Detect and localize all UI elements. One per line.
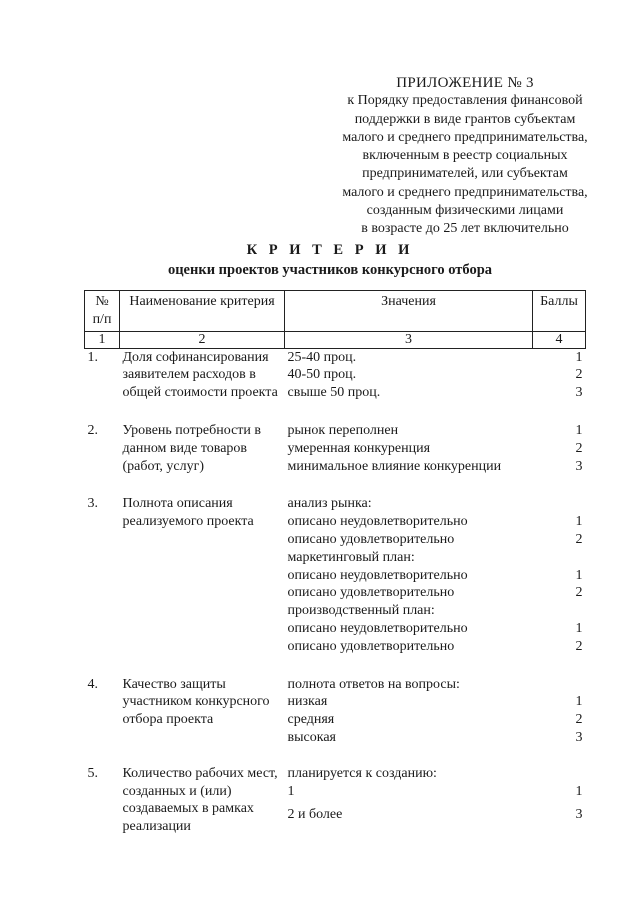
criterion-points: 1 3 xyxy=(575,783,583,823)
criterion-points: 1 2 3 xyxy=(575,349,583,401)
header-number: № п/п xyxy=(85,291,120,332)
header-points: Баллы xyxy=(533,291,586,332)
criterion-points: 1 2 1 2 1 2 xyxy=(575,514,583,654)
appendix-line: малого и среднего предпринимательства, xyxy=(342,184,588,200)
appendix-heading: ПРИЛОЖЕНИЕ № 3 xyxy=(396,75,534,91)
document-title xyxy=(0,240,640,280)
appendix-line: малого и среднего предпринимательства, xyxy=(342,129,588,145)
row-spacer xyxy=(85,747,586,765)
title-main: К Р И Т Е Р И И xyxy=(246,242,414,258)
criterion-points: 1 2 3 xyxy=(575,422,583,474)
criterion-values: 25-40 проц. 40-50 проц. свыше 50 проц. xyxy=(287,349,381,401)
appendix-block xyxy=(300,74,630,239)
appendix-line: предпринимателей, или субъектам xyxy=(362,166,568,182)
criterion-values: анализ рынка: описано неудовлетворительно описано удовлетворительно маркетинговый план: описано неудовлетворительно описано удовлетворительно производственный план: описано неудовлетворительно описано удовлетворительно xyxy=(287,496,468,654)
criterion-values: рынок переполнен умеренная конкуренция минимальное влияние конкуренции xyxy=(287,422,502,474)
header-name: Наименование критерия xyxy=(120,291,285,332)
table-row xyxy=(85,422,586,475)
table-row xyxy=(85,348,586,402)
criterion-values: полнота ответов на вопросы: низкая средняя высокая xyxy=(287,676,460,745)
column-number: 1 xyxy=(85,331,120,348)
row-spacer xyxy=(85,656,586,676)
row-number: 2. xyxy=(87,422,98,438)
column-number: 3 xyxy=(285,331,533,348)
row-number: 5. xyxy=(87,765,98,781)
row-number: 3. xyxy=(87,496,98,512)
row-number: 4. xyxy=(87,676,98,692)
column-number: 4 xyxy=(533,331,586,348)
row-spacer xyxy=(85,402,586,422)
table-row xyxy=(85,676,586,747)
table-row xyxy=(85,765,586,836)
table-row xyxy=(85,495,586,655)
column-number-row xyxy=(85,331,586,348)
header-values: Значения xyxy=(285,291,533,332)
criterion-name: Доля софинансирования заявителем расходов в общей стоимости проекта xyxy=(122,349,278,401)
row-spacer xyxy=(85,475,586,495)
criterion-name: Уровень потребности в данном виде товаров (работ, услуг) xyxy=(122,422,262,474)
criteria-table xyxy=(84,290,586,836)
appendix-line: к Порядку предоставления финансовой xyxy=(347,93,583,109)
appendix-line: поддержки в виде грантов субъектам xyxy=(354,111,576,127)
criterion-name: Полнота описания реализуемого проекта xyxy=(122,496,254,530)
appendix-line: включенным в реестр социальных xyxy=(362,148,568,164)
criterion-points: 1 2 3 xyxy=(575,694,583,745)
title-subtitle: оценки проектов участников конкурсного отбора xyxy=(167,262,493,278)
criterion-values: планируется к созданию: 1 2 и более xyxy=(287,765,437,823)
row-number: 1. xyxy=(87,349,98,365)
column-number: 2 xyxy=(120,331,285,348)
appendix-line: созданным физическими лицами xyxy=(366,203,564,219)
criterion-name: Количество рабочих мест, созданных и (или) создаваемых в рамках реализации xyxy=(122,765,278,835)
header-row xyxy=(85,291,586,332)
criterion-name: Качество защиты участником конкурсного отбора проекта xyxy=(122,676,270,728)
appendix-line: в возрасте до 25 лет включительно xyxy=(361,221,569,237)
